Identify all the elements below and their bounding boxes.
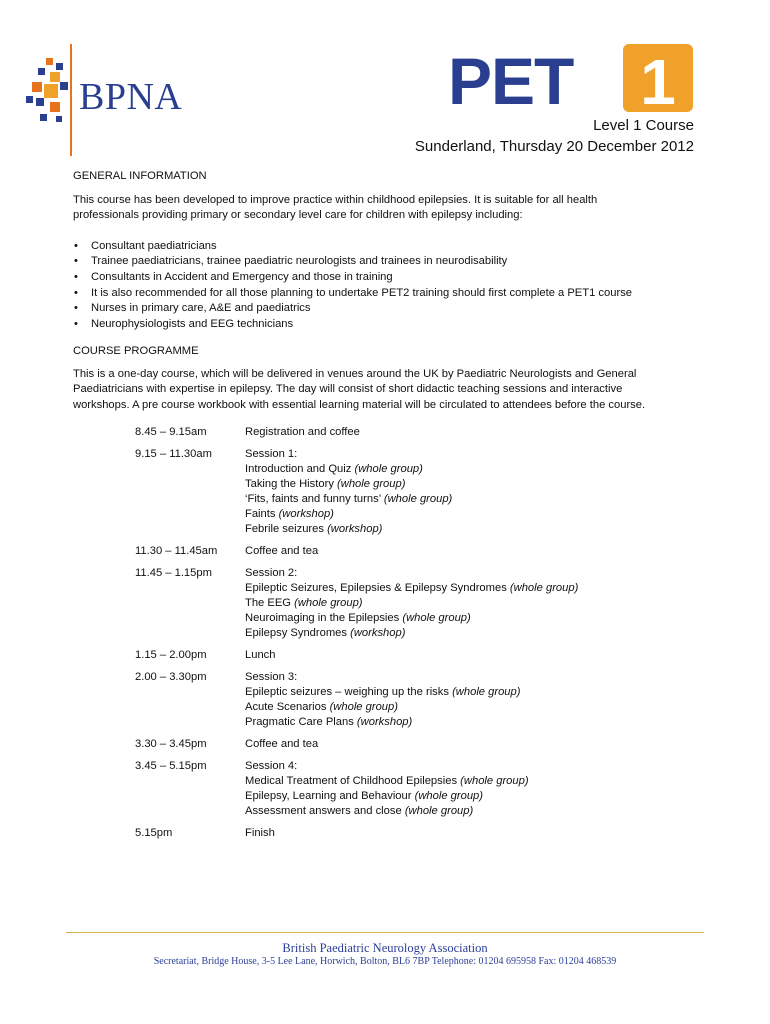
pet-logo-text: PET — [448, 44, 574, 114]
session-item-mode: (whole group) — [460, 775, 529, 787]
course-programme — [73, 344, 713, 413]
schedule-title: Coffee and tea — [245, 738, 319, 750]
session-item — [245, 581, 655, 596]
session-item — [245, 774, 655, 789]
session-item-mode: (whole group) — [337, 478, 406, 490]
course-title — [415, 115, 694, 157]
schedule-time: 5.15pm — [135, 827, 173, 839]
pet1-logo — [448, 44, 698, 114]
programme-line3: workshops. A pre course workbook with essential learning material will be circulated to attendees before the course. — [73, 398, 646, 411]
course-location-date: Sunderland, Thursday 20 December 2012 — [414, 138, 694, 155]
list-item: • Nurses in primary care, A&E and paediatrics — [73, 301, 713, 317]
session-item — [245, 462, 655, 477]
list-item: • It is also recommended for all those planning to undertake PET2 training should first complete a PET1 course — [73, 286, 713, 302]
session-item — [245, 522, 655, 537]
schedule-title: Session 3: — [245, 671, 298, 683]
schedule-detail — [245, 648, 655, 663]
general-information — [73, 169, 713, 332]
session-item-text: Acute Scenarios — [245, 701, 330, 713]
session-item — [245, 715, 655, 730]
schedule-detail — [245, 737, 655, 752]
schedule-title: Lunch — [245, 649, 276, 661]
session-item — [245, 804, 655, 819]
schedule-row — [135, 737, 655, 752]
session-item-mode: (workshop) — [350, 627, 406, 639]
schedule-detail — [245, 447, 655, 537]
session-item-mode: (whole group) — [383, 493, 453, 505]
session-item-mode: (workshop) — [278, 508, 334, 520]
footer-divider — [66, 932, 704, 933]
session-item-mode: (whole group) — [404, 805, 474, 817]
session-item — [245, 685, 655, 700]
schedule-time: 2.00 – 3.30pm — [135, 671, 207, 683]
general-intro-line1: This course has been developed to improve practice within childhood epilepsies. It is suitable for all health — [73, 193, 598, 206]
session-item-mode: (whole group) — [329, 701, 398, 713]
schedule-time: 9.15 – 11.30am — [135, 448, 212, 460]
schedule-time: 11.30 – 11.45am — [135, 545, 218, 557]
schedule-row — [135, 447, 655, 537]
course-level: Level 1 Course — [593, 117, 694, 134]
session-item-text: ‘Fits, faints and funny turns’ — [245, 493, 384, 505]
session-item-text: Assessment answers and close — [245, 805, 405, 817]
schedule-row — [135, 759, 655, 819]
schedule-time: 3.45 – 5.15pm — [135, 760, 207, 772]
pet-logo-number: 1 — [640, 46, 676, 114]
schedule-row — [135, 544, 655, 559]
session-item-mode: (whole group) — [414, 790, 483, 802]
session-item — [245, 596, 655, 611]
session-item-mode: (whole group) — [354, 463, 423, 475]
schedule-detail — [245, 566, 655, 641]
session-item-text: Pragmatic Care Plans — [245, 716, 357, 728]
schedule-time: 3.30 – 3.45pm — [135, 738, 207, 750]
session-item-text: Neuroimaging in the Epilepsies — [245, 612, 403, 624]
footer-address: Secretariat, Bridge House, 3-5 Lee Lane, Horwich, Bolton, BL6 7BP Telephone: 01204 695958 Fax: 01204 468539 — [153, 956, 617, 967]
session-item-mode: (whole group) — [294, 597, 363, 609]
programme-heading: COURSE PROGRAMME — [73, 345, 199, 357]
bpna-divider — [70, 44, 72, 156]
session-item-text: Medical Treatment of Childhood Epilepsies — [245, 775, 461, 787]
session-item-text: Febrile seizures — [245, 523, 328, 535]
session-item-text: Epilepsy, Learning and Behaviour — [245, 790, 415, 802]
list-item: • Consultant paediatricians — [73, 239, 713, 255]
schedule-detail — [245, 826, 655, 841]
schedule-table — [135, 425, 655, 848]
session-item-text: Epileptic seizures – weighing up the risks — [245, 686, 453, 698]
schedule-row — [135, 826, 655, 841]
list-item: • Neurophysiologists and EEG technicians — [73, 317, 713, 333]
session-item-mode: (workshop) — [356, 716, 413, 728]
audience-list — [73, 239, 713, 333]
session-item — [245, 700, 655, 715]
schedule-detail — [245, 759, 655, 819]
schedule-title: Registration and coffee — [245, 426, 360, 438]
session-item-text: Epileptic Seizures, Epilepsies & Epilepsy Syndromes — [245, 582, 510, 594]
session-item-text: Epilepsy Syndromes — [245, 627, 351, 639]
session-item-mode: (whole group) — [509, 582, 579, 594]
session-item — [245, 789, 655, 804]
session-item — [245, 477, 655, 492]
programme-line2: Paediatricians with expertise in epilepsy. The day will consist of short didactic teaching sessions and interactive — [73, 383, 623, 396]
session-item-text: Faints — [245, 508, 279, 520]
schedule-time: 1.15 – 2.00pm — [135, 649, 207, 661]
schedule-title: Finish — [245, 827, 275, 839]
schedule-row — [135, 425, 655, 440]
general-intro-line2: professionals providing primary or secondary level care for children with epilepsy including: — [73, 209, 523, 222]
session-item — [245, 507, 655, 522]
schedule-title: Coffee and tea — [245, 545, 319, 557]
session-item-text: The EEG — [245, 597, 295, 609]
schedule-detail — [245, 670, 655, 730]
schedule-title: Session 1: — [245, 448, 298, 460]
schedule-row — [135, 566, 655, 641]
schedule-row — [135, 670, 655, 730]
list-item: • Consultants in Accident and Emergency and those in training — [73, 270, 713, 286]
session-item-mode: (workshop) — [327, 523, 383, 535]
session-item — [245, 626, 655, 641]
session-item — [245, 611, 655, 626]
session-item-text: Taking the History — [245, 478, 338, 490]
session-item — [245, 492, 655, 507]
schedule-detail — [245, 425, 655, 440]
footer-organisation: British Paediatric Neurology Association — [282, 941, 488, 955]
schedule-detail — [245, 544, 655, 559]
programme-line1: This is a one-day course, which will be delivered in venues around the UK by Paediatric Neurologists and General — [73, 367, 637, 380]
general-heading: GENERAL INFORMATION — [73, 170, 207, 182]
schedule-time: 11.45 – 1.15pm — [135, 567, 212, 579]
list-item: • Trainee paediatricians, trainee paediatric neurologists and trainees in neurodisability — [73, 254, 713, 270]
schedule-row — [135, 648, 655, 663]
bpna-logo-text: BPNA — [79, 76, 183, 118]
schedule-title: Session 4: — [245, 760, 298, 772]
session-item-mode: (whole group) — [402, 612, 471, 624]
session-item-mode: (whole group) — [452, 686, 521, 698]
schedule-time: 8.45 – 9.15am — [135, 426, 207, 438]
schedule-title: Session 2: — [245, 567, 298, 579]
session-item-text: Introduction and Quiz — [245, 463, 355, 475]
